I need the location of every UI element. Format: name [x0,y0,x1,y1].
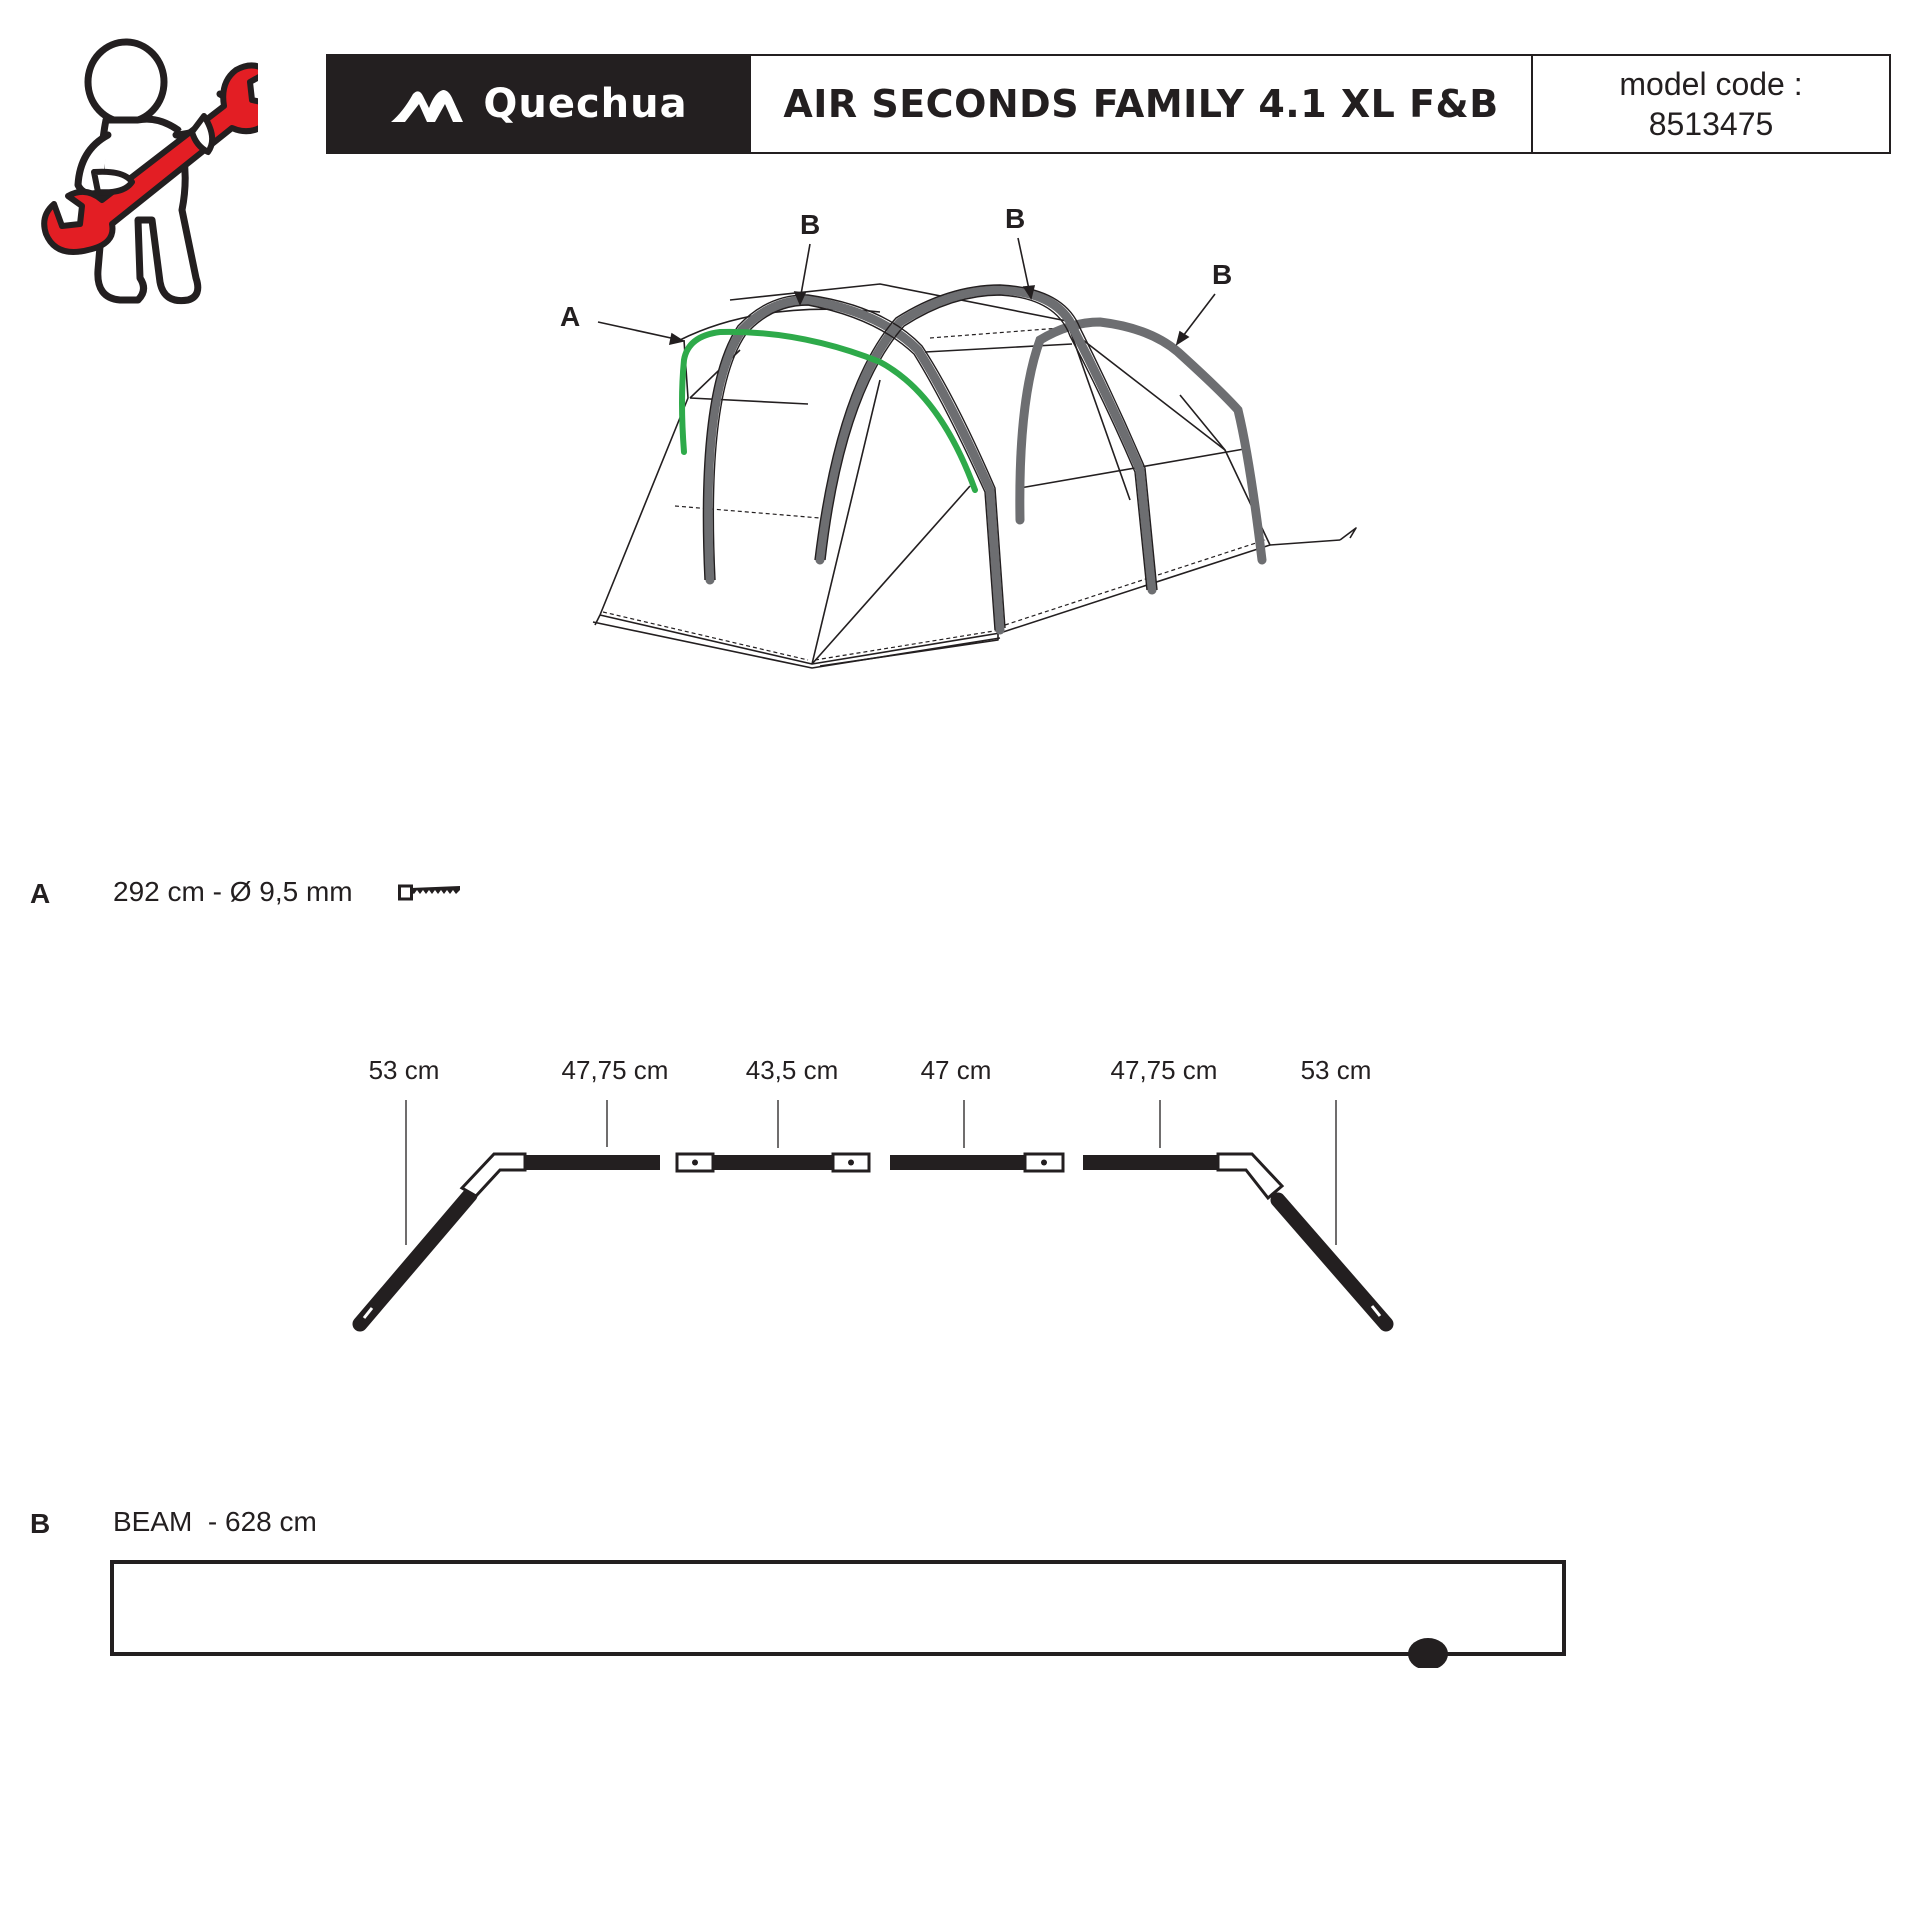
segment-label: 47,75 cm [561,1055,669,1085]
header-bar [326,54,1891,154]
part-b-letter: B [30,1508,51,1539]
brand-name: Quechua [483,81,688,127]
model-code-value: 8513475 [1648,106,1774,142]
part-a-letter: A [30,878,51,909]
repair-mascot-icon [28,20,258,320]
callout-b-3: B [1212,259,1233,290]
part-a-spec: 292 cm - Ø 9,5 mm [113,876,353,907]
mountain-logo-icon [389,82,469,126]
pole-segment-right-end [1218,1154,1386,1324]
pole-segment-left-end [360,1154,525,1324]
beam-drawing [100,1548,1580,1668]
product-title: AIR SECONDS FAMILY 4.1 XL F&B [783,82,1499,126]
part-b-spec: BEAM - 628 cm [113,1506,317,1537]
segment-label: 43,5 cm [745,1055,839,1085]
segment-label: 47,75 cm [1110,1055,1218,1085]
segment-label: 47 cm [920,1055,992,1085]
pole-segment-2 [525,1155,660,1170]
pole-segment-5 [1083,1155,1218,1170]
pole-a-drawing [0,1090,1920,1350]
segment-labels [0,1055,1920,1095]
callout-a: A [560,301,581,332]
pole-segment-4 [890,1154,1063,1171]
model-code-box [1533,54,1891,154]
callout-b-1: B [800,209,821,240]
segment-label: 53 cm [368,1055,440,1085]
pole-segment-3 [677,1154,869,1171]
tent-illustration [540,190,1380,680]
brand-logo [326,54,751,154]
model-code-label: model code : [1619,66,1803,102]
product-title-box [751,54,1533,154]
saw-icon [398,884,462,902]
callout-b-2: B [1005,203,1026,234]
segment-label: 53 cm [1300,1055,1372,1085]
